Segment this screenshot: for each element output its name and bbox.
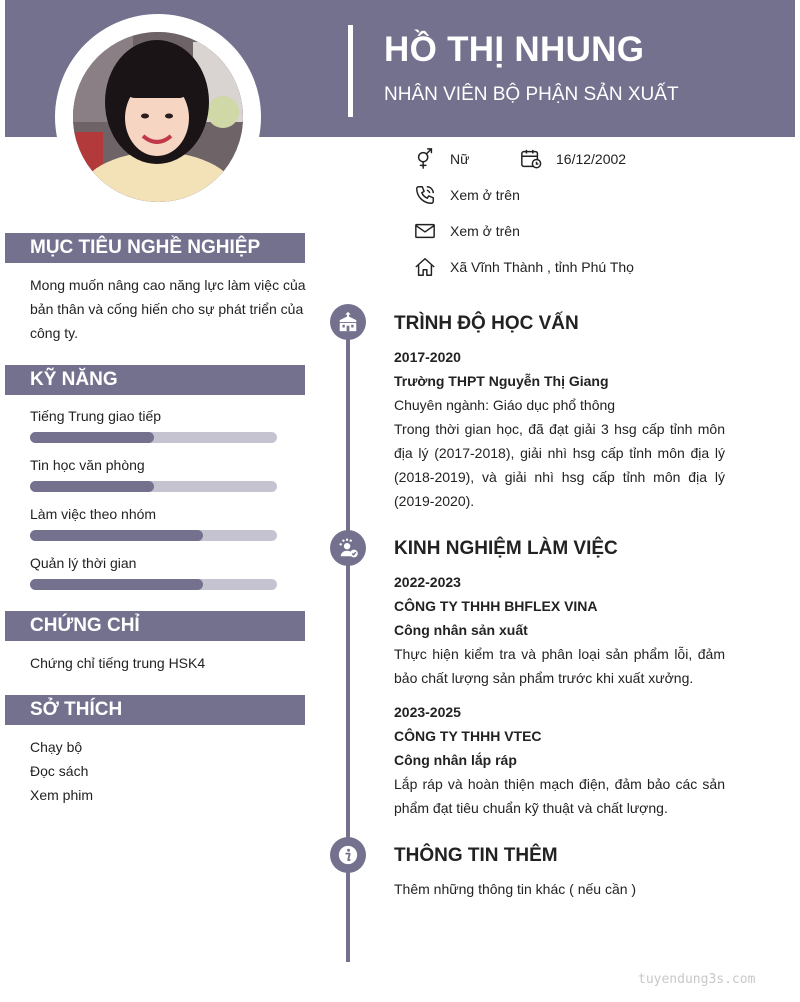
certificate-item: Chứng chỉ tiếng trung HSK4 <box>30 655 206 671</box>
hobbies-heading: SỞ THÍCH <box>5 695 305 725</box>
skill-name: Quản lý thời gian <box>30 555 137 571</box>
skill-bar <box>30 579 277 590</box>
skill-bar <box>30 481 277 492</box>
skill-bar-fill <box>30 579 203 590</box>
skill-bar-fill <box>30 481 154 492</box>
avatar <box>73 32 243 202</box>
phone-icon <box>414 184 436 206</box>
experience-marker <box>330 530 366 566</box>
experience-period: 2023-2025 <box>394 704 461 720</box>
contact-email <box>414 220 520 242</box>
experience-company: CÔNG TY THHH VTEC <box>394 728 542 744</box>
education-major: Chuyên ngành: Giáo dục phổ thông <box>394 397 616 413</box>
education-school: Trường THPT Nguyễn Thị Giang <box>394 373 609 389</box>
skill-name: Tin học văn phòng <box>30 457 145 473</box>
skill-bar <box>30 530 277 541</box>
email-icon <box>414 220 436 242</box>
job-title: NHÂN VIÊN BỘ PHẬN SẢN XUẤT <box>384 84 679 105</box>
skill-name: Làm việc theo nhóm <box>30 506 157 522</box>
experience-period: 2022-2023 <box>394 574 461 590</box>
skill-bar-fill <box>30 530 203 541</box>
skill-bar-fill <box>30 432 154 443</box>
hobby-item: Chạy bộ <box>30 739 83 755</box>
candidate-name: HỒ THỊ NHUNG <box>384 30 645 69</box>
objective-heading: MỤC TIÊU NGHỀ NGHIỆP <box>5 233 305 263</box>
gender-icon <box>414 148 436 170</box>
phone-value: Xem ở trên <box>450 187 520 203</box>
additional-info-text: Thêm những thông tin khác ( nếu cần ) <box>394 881 637 897</box>
skills-heading: KỸ NĂNG <box>5 365 305 395</box>
address-value: Xã Vĩnh Thành , tỉnh Phú Thọ <box>450 259 634 275</box>
skill-name: Tiếng Trung giao tiếp <box>30 408 162 424</box>
school-icon <box>337 311 359 333</box>
birthday-value: 16/12/2002 <box>556 151 627 167</box>
certificates-heading: CHỨNG CHỈ <box>5 611 305 641</box>
contact-phone <box>414 184 520 206</box>
education-heading: TRÌNH ĐỘ HỌC VẤN <box>394 313 579 334</box>
email-value: Xem ở trên <box>450 223 520 239</box>
education-period: 2017-2020 <box>394 349 461 365</box>
watermark: tuyendung3s.com <box>638 972 756 987</box>
home-icon <box>414 256 436 278</box>
additional-info-marker <box>330 837 366 873</box>
calendar-icon <box>520 148 542 170</box>
experience-description: Lắp ráp và hoàn thiện mạch điện, đảm bảo các sản phẩm đạt tiêu chuẩn kỹ thuật và chất lượng. <box>394 776 725 816</box>
contact-gender <box>414 148 469 170</box>
contact-birthday <box>520 148 626 170</box>
experience-company: CÔNG TY THHH BHFLEX VINA <box>394 598 598 614</box>
skill-bar <box>30 432 277 443</box>
experience-position: Công nhân sản xuất <box>394 622 528 638</box>
gender-value: Nữ <box>450 151 470 167</box>
education-marker <box>330 304 366 340</box>
experience-heading: KINH NGHIỆM LÀM VIỆC <box>394 538 618 559</box>
experience-description: Thực hiện kiểm tra và phân loại sản phẩm lỗi, đảm bảo chất lượng sản phẩm trước khi xuất xưởng. <box>394 646 725 686</box>
education-description: Trong thời gian học, đã đạt giải 3 hsg cấp tỉnh môn địa lý (2017-2018), giải nhì hsg cấp tỉnh môn địa lý (2018-2019), và giải nhì hsg cấp tỉnh môn địa lý (2019-2020). <box>394 421 725 509</box>
objective-text: Mong muốn nâng cao năng lực làm việc của bản thân và cống hiến cho sự phát triển của công ty. <box>30 277 306 341</box>
info-icon <box>337 844 359 866</box>
additional-info-heading: THÔNG TIN THÊM <box>394 845 558 866</box>
team-check-icon <box>337 537 359 559</box>
name-divider <box>348 25 353 117</box>
contact-address <box>414 256 634 278</box>
experience-position: Công nhân lắp ráp <box>394 752 517 768</box>
hobby-item: Đọc sách <box>30 763 89 779</box>
hobby-item: Xem phim <box>30 787 94 803</box>
